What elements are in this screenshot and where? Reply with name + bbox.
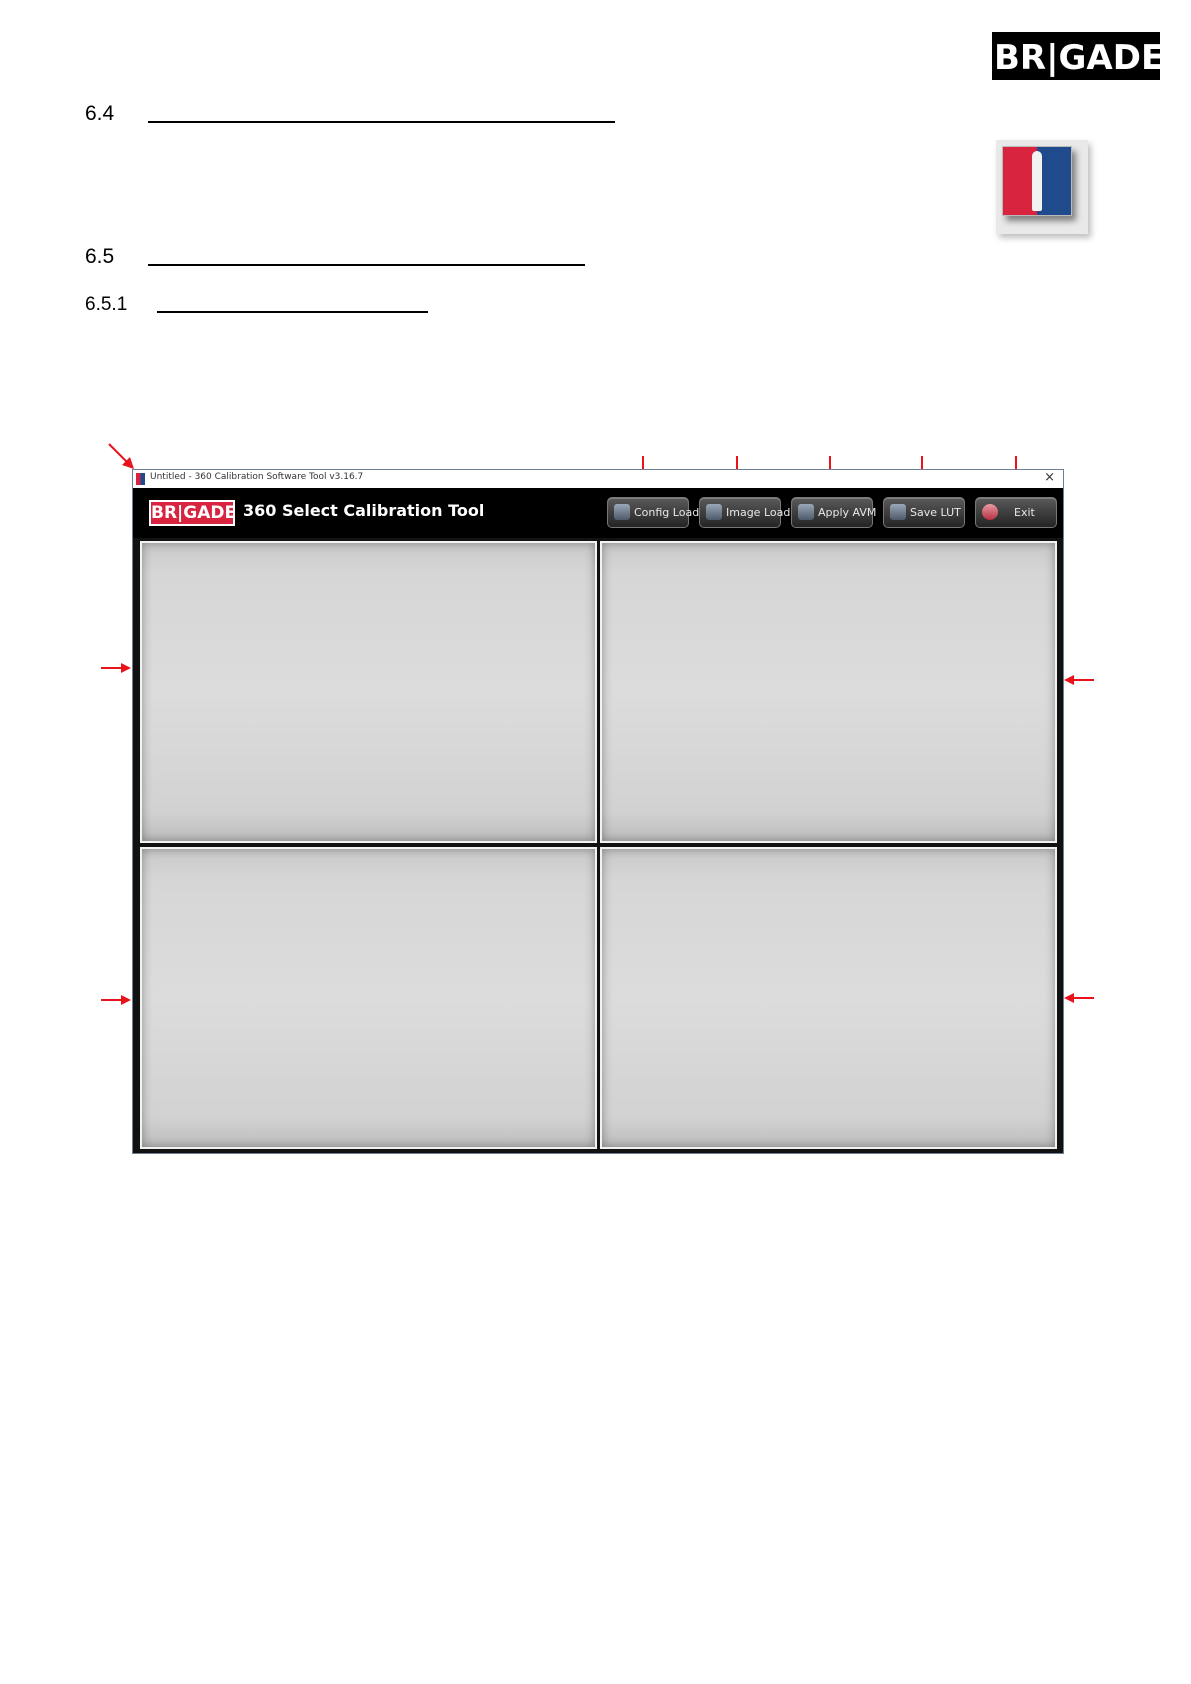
camera-view-panel-top-left[interactable] (140, 541, 597, 843)
header-brand-logo: BR|GADE (149, 500, 235, 526)
header-title: 360 Select Calibration Tool (243, 501, 485, 520)
registered-mark: ® (1164, 36, 1174, 46)
annotation-arrow-titlebar (108, 443, 136, 471)
app-header (133, 488, 1063, 538)
calibration-tool-window (132, 469, 1064, 1154)
app-shortcut-icon (996, 140, 1088, 234)
apply-avm-icon (798, 504, 814, 520)
section-6-5-1-heading-line (157, 311, 428, 313)
window-close-button[interactable]: × (1044, 470, 1055, 485)
brigade-app-icon (1002, 146, 1072, 216)
annotation-arrow-panel-top-left (101, 663, 131, 673)
section-6-5-1-number: 6.5.1 (85, 294, 128, 315)
image-load-button[interactable] (699, 497, 791, 528)
annotation-arrow-panel-bottom-right (1064, 993, 1094, 1003)
window-title: Untitled - 360 Calibration Software Tool v3.16.7 (150, 472, 364, 482)
apply-avm-label: Apply AVM (818, 506, 877, 519)
config-load-button[interactable] (607, 497, 700, 528)
camera-view-panel-top-right[interactable] (600, 541, 1057, 843)
exit-button[interactable] (975, 497, 1057, 528)
image-load-label: Image Load (726, 506, 791, 519)
config-load-icon (614, 504, 630, 520)
section-6-5-number: 6.5 (85, 245, 115, 268)
save-lut-button[interactable] (883, 497, 965, 528)
annotation-arrow-panel-top-right (1064, 675, 1094, 685)
camera-view-panel-bottom-right[interactable] (600, 847, 1057, 1149)
save-lut-label: Save LUT (910, 506, 961, 519)
brand-logo (992, 32, 1174, 80)
save-lut-icon (890, 504, 906, 520)
section-6-4-number: 6.4 (85, 102, 115, 125)
section-6-5-heading-line (148, 264, 585, 266)
brand-logo-text: BR|GADE (994, 38, 1165, 78)
apply-avm-button[interactable] (791, 497, 877, 528)
config-load-label: Config Load (634, 506, 700, 519)
exit-icon (982, 504, 998, 520)
exit-label: Exit (1014, 506, 1035, 519)
image-load-icon (706, 504, 722, 520)
window-titlebar (133, 470, 1063, 489)
window-app-icon (136, 473, 145, 485)
section-6-4-heading-line (148, 121, 615, 123)
annotation-arrow-panel-bottom-left (101, 995, 131, 1005)
camera-view-panel-bottom-left[interactable] (140, 847, 597, 1149)
